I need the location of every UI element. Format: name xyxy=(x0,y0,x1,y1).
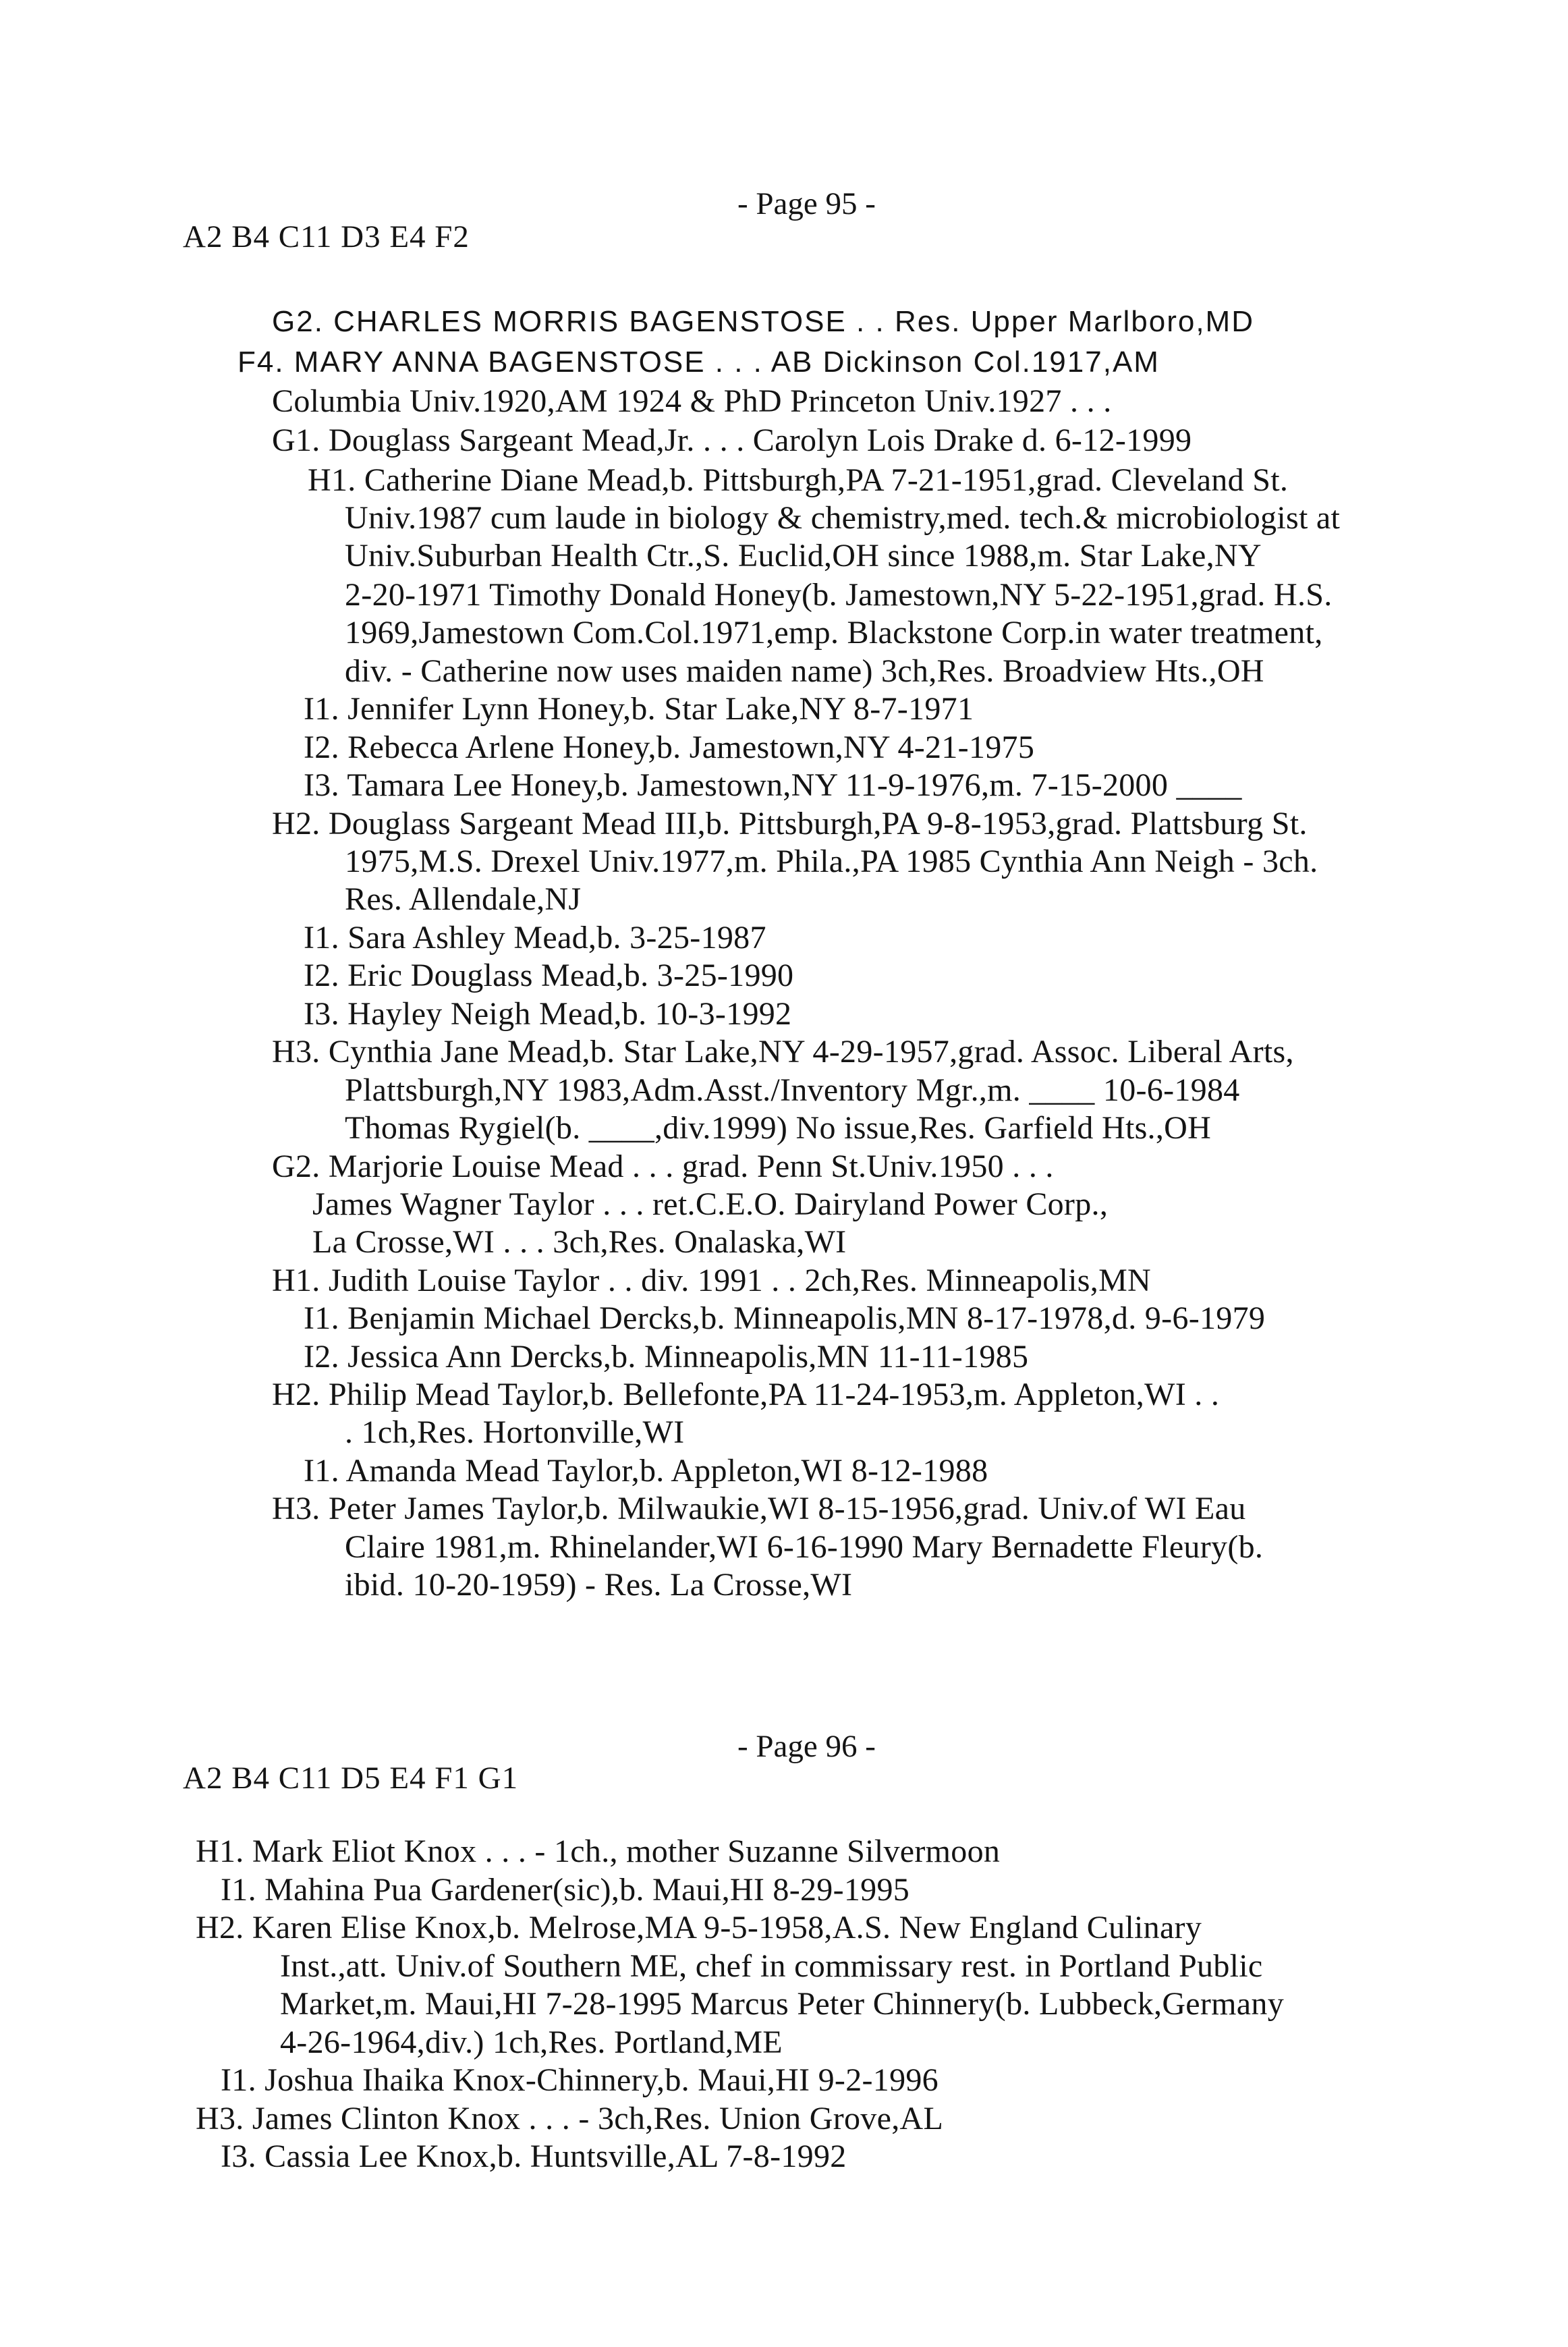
entry-line: 4-26-1964,div.) 1ch,Res. Portland,ME xyxy=(280,2024,783,2060)
entry-line: 1975,M.S. Drexel Univ.1977,m. Phila.,PA 1985 Cynthia Ann Neigh - 3ch. xyxy=(345,844,1318,879)
entry-line: I2. Rebecca Arlene Honey,b. Jamestown,NY 4-21-1975 xyxy=(304,729,1035,765)
page-number: - Page 95 - xyxy=(737,186,876,221)
entry-line: H1. Mark Eliot Knox . . . - 1ch., mother Suzanne Silvermoon xyxy=(196,1833,1001,1869)
entry-line: ibid. 10-20-1959) - Res. La Crosse,WI xyxy=(345,1567,853,1603)
entry-line: I1. Jennifer Lynn Honey,b. Star Lake,NY 8-7-1971 xyxy=(304,691,974,727)
entry-line: I3. Hayley Neigh Mead,b. 10-3-1992 xyxy=(304,996,792,1032)
entry-line: I1. Mahina Pua Gardener(sic),b. Maui,HI 8-29-1995 xyxy=(221,1872,910,1908)
entry-line: I2. Eric Douglass Mead,b. 3-25-1990 xyxy=(304,958,794,993)
entry-line: div. - Catherine now uses maiden name) 3ch,Res. Broadview Hts.,OH xyxy=(345,653,1264,689)
entry-line: . 1ch,Res. Hortonville,WI xyxy=(345,1414,685,1450)
entry-line: I2. Jessica Ann Dercks,b. Minneapolis,MN 11-11-1985 xyxy=(304,1339,1029,1375)
entry-line: H2. Philip Mead Taylor,b. Bellefonte,PA 11-24-1953,m. Appleton,WI . . xyxy=(272,1377,1220,1412)
entry-line: 1969,Jamestown Com.Col.1971,emp. Blackstone Corp.in water treatment, xyxy=(345,615,1323,651)
entry-line: Plattsburgh,NY 1983,Adm.Asst./Inventory Mgr.,m. ____ 10-6-1984 xyxy=(345,1072,1240,1108)
entry-line: Claire 1981,m. Rhinelander,WI 6-16-1990 Mary Bernadette Fleury(b. xyxy=(345,1529,1264,1565)
entry-line: I1. Joshua Ihaika Knox-Chinnery,b. Maui,HI 9-2-1996 xyxy=(221,2062,939,2098)
entry-line: La Crosse,WI . . . 3ch,Res. Onalaska,WI xyxy=(312,1224,847,1260)
entry-line: James Wagner Taylor . . . ret.C.E.O. Dairyland Power Corp., xyxy=(312,1186,1109,1222)
entry-line: Univ.Suburban Health Ctr.,S. Euclid,OH since 1988,m. Star Lake,NY xyxy=(345,538,1262,574)
entry-line: Univ.1987 cum laude in biology & chemistry,med. tech.& microbiologist at xyxy=(345,500,1341,536)
entry-line: F4. MARY ANNA BAGENSTOSE . . . AB Dickinson Col.1917,AM xyxy=(237,346,1160,379)
entry-line: H1. Catherine Diane Mead,b. Pittsburgh,PA 7-21-1951,grad. Cleveland St. xyxy=(308,462,1289,498)
entry-line: G1. Douglass Sargeant Mead,Jr. . . . Carolyn Lois Drake d. 6-12-1999 xyxy=(272,422,1192,458)
entry-line: Inst.,att. Univ.of Southern ME, chef in commissary rest. in Portland Public xyxy=(280,1948,1263,1984)
entry-line: I1. Benjamin Michael Dercks,b. Minneapolis,MN 8-17-1978,d. 9-6-1979 xyxy=(304,1300,1266,1336)
entry-line: Res. Allendale,NJ xyxy=(345,881,582,917)
entry-line: I1. Amanda Mead Taylor,b. Appleton,WI 8-12-1988 xyxy=(304,1453,988,1489)
entry-line: H3. Peter James Taylor,b. Milwaukie,WI 8-15-1956,grad. Univ.of WI Eau xyxy=(272,1491,1246,1526)
entry-line: I3. Cassia Lee Knox,b. Huntsville,AL 7-8-1992 xyxy=(221,2138,847,2174)
entry-line: H1. Judith Louise Taylor . . div. 1991 . . 2ch,Res. Minneapolis,MN xyxy=(272,1263,1152,1298)
entry-line: 2-20-1971 Timothy Donald Honey(b. Jamestown,NY 5-22-1951,grad. H.S. xyxy=(345,577,1333,613)
generation-id: A2 B4 C11 D3 E4 F2 xyxy=(183,219,470,254)
entry-line: H3. James Clinton Knox . . . - 3ch,Res. Union Grove,AL xyxy=(196,2101,944,2136)
entry-line: G2. CHARLES MORRIS BAGENSTOSE . . Res. Upper Marlboro,MD xyxy=(272,305,1254,338)
entry-line: G2. Marjorie Louise Mead . . . grad. Penn St.Univ.1950 . . . xyxy=(272,1149,1054,1184)
entry-line: H2. Karen Elise Knox,b. Melrose,MA 9-5-1958,A.S. New England Culinary xyxy=(196,1910,1202,1945)
entry-line: I1. Sara Ashley Mead,b. 3-25-1987 xyxy=(304,920,766,956)
entry-line: H2. Douglass Sargeant Mead III,b. Pittsburgh,PA 9-8-1953,grad. Plattsburg St. xyxy=(272,806,1308,841)
generation-id: A2 B4 C11 D5 E4 F1 G1 xyxy=(183,1761,519,1796)
entry-line: Thomas Rygiel(b. ____,div.1999) No issue,Res. Garfield Hts.,OH xyxy=(345,1110,1212,1146)
entry-line: I3. Tamara Lee Honey,b. Jamestown,NY 11-9-1976,m. 7-15-2000 ____ xyxy=(304,767,1242,803)
page-number: - Page 96 - xyxy=(737,1729,876,1764)
entry-line: Columbia Univ.1920,AM 1924 & PhD Princeton Univ.1927 . . . xyxy=(272,383,1112,419)
entry-line: H3. Cynthia Jane Mead,b. Star Lake,NY 4-29-1957,grad. Assoc. Liberal Arts, xyxy=(272,1034,1294,1070)
entry-line: Market,m. Maui,HI 7-28-1995 Marcus Peter Chinnery(b. Lubbeck,Germany xyxy=(280,1986,1285,2022)
